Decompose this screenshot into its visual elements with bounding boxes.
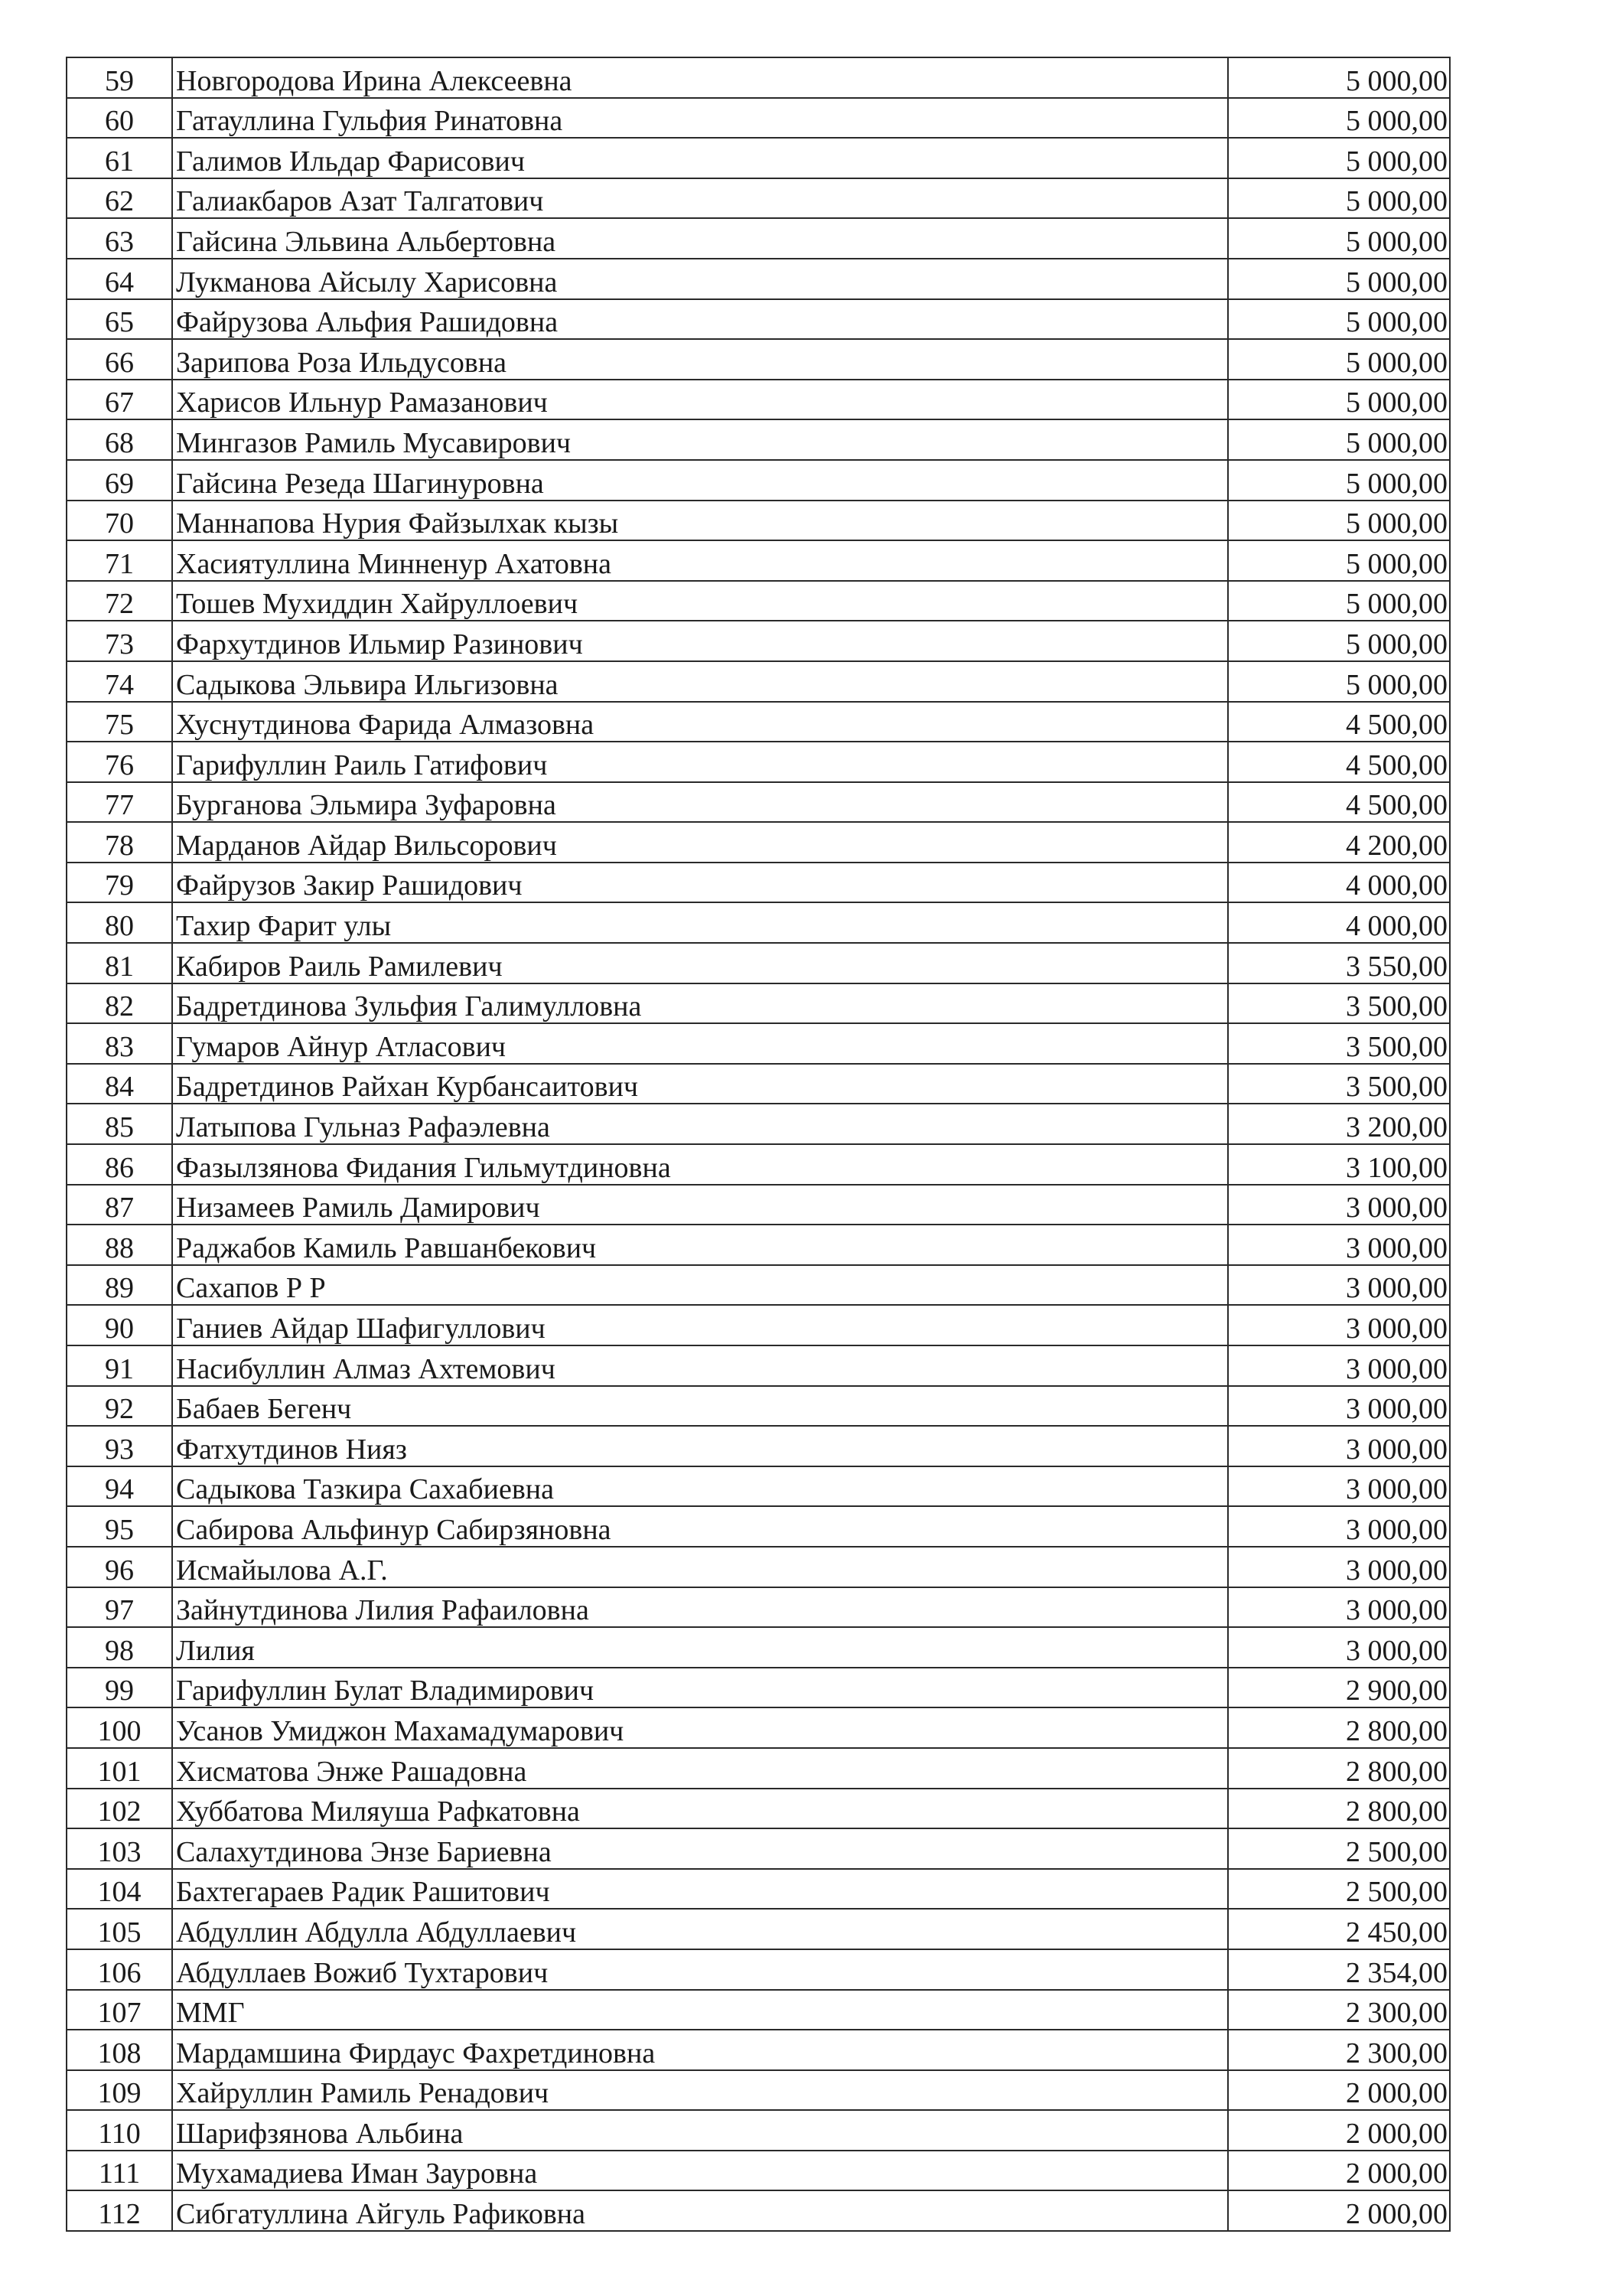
row-number: 81 <box>67 943 172 983</box>
donation-amount: 2 354,00 <box>1228 1949 1450 1990</box>
donation-amount: 3 000,00 <box>1228 1265 1450 1306</box>
table-row <box>67 902 1450 943</box>
row-number: 102 <box>67 1789 172 1829</box>
donor-name: Хасиятуллина Минненур Ахатовна <box>172 540 1228 581</box>
row-number: 89 <box>67 1265 172 1306</box>
donor-name: Насибуллин Алмаз Ахтемович <box>172 1345 1228 1386</box>
row-number: 83 <box>67 1023 172 1064</box>
donation-amount: 2 000,00 <box>1228 2070 1450 2111</box>
donation-amount: 2 500,00 <box>1228 1869 1450 1910</box>
donation-amount: 3 000,00 <box>1228 1345 1450 1386</box>
row-number: 67 <box>67 380 172 420</box>
donation-amount: 2 800,00 <box>1228 1748 1450 1789</box>
donation-amount: 5 000,00 <box>1228 540 1450 581</box>
donor-name: Латыпова Гульназ Рафаэлевна <box>172 1104 1228 1144</box>
table-row <box>67 259 1450 299</box>
donation-amount: 3 000,00 <box>1228 1305 1450 1345</box>
table-row <box>67 1587 1450 1628</box>
donor-name: Гумаров Айнур Атласович <box>172 1023 1228 1064</box>
table-row <box>67 1707 1450 1748</box>
donor-name: Лукманова Айсылу Харисовна <box>172 259 1228 299</box>
table-row <box>67 2190 1450 2231</box>
row-number: 97 <box>67 1587 172 1628</box>
donation-amount: 5 000,00 <box>1228 259 1450 299</box>
donor-table-body <box>67 57 1450 2231</box>
donor-name: Зарипова Роза Ильдусовна <box>172 339 1228 380</box>
donor-name: Бадретдинов Райхан Курбансаитович <box>172 1064 1228 1104</box>
donor-name: Галимов Ильдар Фарисович <box>172 138 1228 178</box>
table-row <box>67 1305 1450 1345</box>
row-number: 95 <box>67 1506 172 1547</box>
table-row <box>67 2070 1450 2111</box>
donor-name: Хуббатова Миляуша Рафкатовна <box>172 1789 1228 1829</box>
donor-name: Бабаев Бегенч <box>172 1386 1228 1427</box>
donor-name: Шарифзянова Альбина <box>172 2110 1228 2151</box>
row-number: 78 <box>67 822 172 863</box>
table-row <box>67 661 1450 702</box>
donor-name: Салахутдинова Энзе Бариевна <box>172 1828 1228 1869</box>
donor-name: Лилия <box>172 1627 1228 1668</box>
table-row <box>67 2110 1450 2151</box>
row-number: 106 <box>67 1949 172 1990</box>
table-row <box>67 1225 1450 1265</box>
row-number: 79 <box>67 863 172 903</box>
table-row <box>67 1789 1450 1829</box>
table-row <box>67 621 1450 661</box>
row-number: 80 <box>67 902 172 943</box>
donation-amount: 5 000,00 <box>1228 419 1450 460</box>
donation-amount: 3 000,00 <box>1228 1547 1450 1587</box>
table-row <box>67 1506 1450 1547</box>
donation-amount: 2 500,00 <box>1228 1828 1450 1869</box>
donation-amount: 5 000,00 <box>1228 138 1450 178</box>
donation-amount: 4 200,00 <box>1228 822 1450 863</box>
table-row <box>67 943 1450 983</box>
table-row <box>67 1949 1450 1990</box>
donation-amount: 2 800,00 <box>1228 1707 1450 1748</box>
row-number: 76 <box>67 742 172 782</box>
row-number: 72 <box>67 581 172 621</box>
donor-name: Гайсина Эльвина Альбертовна <box>172 218 1228 259</box>
table-row <box>67 1185 1450 1225</box>
donor-name: Мингазов Рамиль Мусавирович <box>172 419 1228 460</box>
table-row <box>67 742 1450 782</box>
donation-amount: 2 900,00 <box>1228 1668 1450 1708</box>
table-row <box>67 138 1450 178</box>
row-number: 112 <box>67 2190 172 2231</box>
table-row <box>67 702 1450 742</box>
donation-amount: 4 500,00 <box>1228 742 1450 782</box>
table-row <box>67 1869 1450 1910</box>
donor-name: Маннапова Нурия Файзылхак кызы <box>172 501 1228 541</box>
donation-amount: 3 000,00 <box>1228 1386 1450 1427</box>
table-row <box>67 1990 1450 2030</box>
row-number: 99 <box>67 1668 172 1708</box>
table-row <box>67 1466 1450 1507</box>
donation-amount: 2 450,00 <box>1228 1909 1450 1949</box>
table-row <box>67 1104 1450 1144</box>
donor-table <box>66 57 1451 2232</box>
donation-amount: 5 000,00 <box>1228 57 1450 98</box>
row-number: 96 <box>67 1547 172 1587</box>
donation-amount: 3 500,00 <box>1228 1023 1450 1064</box>
donation-amount: 3 100,00 <box>1228 1144 1450 1185</box>
donor-name: Тошев Мухиддин Хайруллоевич <box>172 581 1228 621</box>
table-row <box>67 178 1450 219</box>
donation-amount: 3 000,00 <box>1228 1506 1450 1547</box>
row-number: 91 <box>67 1345 172 1386</box>
donor-name: Сабирова Альфинур Сабирзяновна <box>172 1506 1228 1547</box>
donor-name: Галиакбаров Азат Талгатович <box>172 178 1228 219</box>
row-number: 65 <box>67 299 172 340</box>
table-row <box>67 1144 1450 1185</box>
table-row <box>67 1547 1450 1587</box>
donor-name: Гарифуллин Раиль Гатифович <box>172 742 1228 782</box>
donor-name: Тахир Фарит улы <box>172 902 1228 943</box>
row-number: 94 <box>67 1466 172 1507</box>
table-row <box>67 1386 1450 1427</box>
donation-amount: 2 300,00 <box>1228 2030 1450 2070</box>
donor-name: Раджабов Камиль Равшанбекович <box>172 1225 1228 1265</box>
row-number: 111 <box>67 2151 172 2191</box>
donation-amount: 3 500,00 <box>1228 983 1450 1024</box>
donation-amount: 3 000,00 <box>1228 1225 1450 1265</box>
table-row <box>67 2030 1450 2070</box>
donor-name: Хуснутдинова Фарида Алмазовна <box>172 702 1228 742</box>
donor-name: Садыкова Тазкира Сахабиевна <box>172 1466 1228 1507</box>
donation-amount: 3 000,00 <box>1228 1587 1450 1628</box>
donor-name: Кабиров Раиль Рамилевич <box>172 943 1228 983</box>
donation-amount: 4 500,00 <box>1228 702 1450 742</box>
table-row <box>67 983 1450 1024</box>
row-number: 109 <box>67 2070 172 2111</box>
table-row <box>67 460 1450 501</box>
donor-name: Гатауллина Гульфия Ринатовна <box>172 98 1228 139</box>
donation-amount: 5 000,00 <box>1228 581 1450 621</box>
donation-amount: 5 000,00 <box>1228 98 1450 139</box>
row-number: 73 <box>67 621 172 661</box>
row-number: 66 <box>67 339 172 380</box>
table-row <box>67 501 1450 541</box>
donor-name: Зайнутдинова Лилия Рафаиловна <box>172 1587 1228 1628</box>
donation-amount: 5 000,00 <box>1228 661 1450 702</box>
donor-name: Бадретдинова Зульфия Галимулловна <box>172 983 1228 1024</box>
table-row <box>67 782 1450 823</box>
donation-amount: 5 000,00 <box>1228 501 1450 541</box>
row-number: 108 <box>67 2030 172 2070</box>
donor-name: Мухамадиева Иман Зауровна <box>172 2151 1228 2191</box>
table-row <box>67 581 1450 621</box>
donation-amount: 5 000,00 <box>1228 299 1450 340</box>
table-row <box>67 863 1450 903</box>
table-row <box>67 822 1450 863</box>
donor-name: Фатхутдинов Нияз <box>172 1426 1228 1466</box>
row-number: 92 <box>67 1386 172 1427</box>
donor-name: Бахтегараев Радик Рашитович <box>172 1869 1228 1910</box>
row-number: 86 <box>67 1144 172 1185</box>
table-row <box>67 419 1450 460</box>
donation-amount: 4 000,00 <box>1228 902 1450 943</box>
row-number: 84 <box>67 1064 172 1104</box>
table-row <box>67 1426 1450 1466</box>
donation-amount: 2 800,00 <box>1228 1789 1450 1829</box>
row-number: 93 <box>67 1426 172 1466</box>
table-row <box>67 57 1450 98</box>
row-number: 71 <box>67 540 172 581</box>
row-number: 62 <box>67 178 172 219</box>
table-row <box>67 1345 1450 1386</box>
donor-name: Марданов Айдар Вильсорович <box>172 822 1228 863</box>
donor-name: Усанов Умиджон Махамадумарович <box>172 1707 1228 1748</box>
row-number: 77 <box>67 782 172 823</box>
donation-amount: 4 000,00 <box>1228 863 1450 903</box>
row-number: 101 <box>67 1748 172 1789</box>
donor-name: Ганиев Айдар Шафигуллович <box>172 1305 1228 1345</box>
donor-name: Файрузова Альфия Рашидовна <box>172 299 1228 340</box>
row-number: 87 <box>67 1185 172 1225</box>
row-number: 82 <box>67 983 172 1024</box>
donation-amount: 2 000,00 <box>1228 2190 1450 2231</box>
row-number: 69 <box>67 460 172 501</box>
table-row <box>67 1828 1450 1869</box>
row-number: 104 <box>67 1869 172 1910</box>
donor-name: Сахапов Р Р <box>172 1265 1228 1306</box>
donation-amount: 3 500,00 <box>1228 1064 1450 1104</box>
row-number: 90 <box>67 1305 172 1345</box>
table-row <box>67 1627 1450 1668</box>
donor-name: Бурганова Эльмира Зуфаровна <box>172 782 1228 823</box>
donation-amount: 5 000,00 <box>1228 621 1450 661</box>
row-number: 103 <box>67 1828 172 1869</box>
donation-amount: 3 200,00 <box>1228 1104 1450 1144</box>
donor-name: Гайсина Резеда Шагинуровна <box>172 460 1228 501</box>
donation-amount: 3 550,00 <box>1228 943 1450 983</box>
donor-name: Файрузов Закир Рашидович <box>172 863 1228 903</box>
donor-name: Исмайылова А.Г. <box>172 1547 1228 1587</box>
donor-name: Новгородова Ирина Алексеевна <box>172 57 1228 98</box>
row-number: 68 <box>67 419 172 460</box>
row-number: 88 <box>67 1225 172 1265</box>
donation-amount: 3 000,00 <box>1228 1627 1450 1668</box>
donor-name: Гарифуллин Булат Владимирович <box>172 1668 1228 1708</box>
donation-amount: 4 500,00 <box>1228 782 1450 823</box>
donor-name: Хисматова Энже Рашадовна <box>172 1748 1228 1789</box>
donor-name: ММГ <box>172 1990 1228 2030</box>
donation-amount: 5 000,00 <box>1228 460 1450 501</box>
table-row <box>67 1668 1450 1708</box>
row-number: 98 <box>67 1627 172 1668</box>
table-row <box>67 1265 1450 1306</box>
donation-amount: 2 300,00 <box>1228 1990 1450 2030</box>
table-row <box>67 380 1450 420</box>
row-number: 74 <box>67 661 172 702</box>
donation-amount: 2 000,00 <box>1228 2151 1450 2191</box>
donor-name: Фархутдинов Ильмир Разинович <box>172 621 1228 661</box>
table-row <box>67 1064 1450 1104</box>
donation-amount: 3 000,00 <box>1228 1185 1450 1225</box>
donor-name: Абдуллаев Вожиб Тухтарович <box>172 1949 1228 1990</box>
table-row <box>67 218 1450 259</box>
row-number: 70 <box>67 501 172 541</box>
table-row <box>67 2151 1450 2191</box>
donation-amount: 5 000,00 <box>1228 380 1450 420</box>
donor-name: Сибгатуллина Айгуль Рафиковна <box>172 2190 1228 2231</box>
row-number: 60 <box>67 98 172 139</box>
donor-name: Садыкова Эльвира Ильгизовна <box>172 661 1228 702</box>
donor-name: Мардамшина Фирдаус Фахретдиновна <box>172 2030 1228 2070</box>
table-row <box>67 98 1450 139</box>
donation-amount: 2 000,00 <box>1228 2110 1450 2151</box>
donation-amount: 5 000,00 <box>1228 339 1450 380</box>
row-number: 64 <box>67 259 172 299</box>
table-row <box>67 1909 1450 1949</box>
row-number: 61 <box>67 138 172 178</box>
donation-amount: 5 000,00 <box>1228 178 1450 219</box>
donor-name: Абдуллин Абдулла Абдуллаевич <box>172 1909 1228 1949</box>
table-row <box>67 339 1450 380</box>
row-number: 63 <box>67 218 172 259</box>
table-row <box>67 1023 1450 1064</box>
row-number: 100 <box>67 1707 172 1748</box>
row-number: 85 <box>67 1104 172 1144</box>
table-row <box>67 299 1450 340</box>
donor-name: Харисов Ильнур Рамазанович <box>172 380 1228 420</box>
donor-name: Фазылзянова Фидания Гильмутдиновна <box>172 1144 1228 1185</box>
donation-amount: 3 000,00 <box>1228 1426 1450 1466</box>
donation-amount: 3 000,00 <box>1228 1466 1450 1507</box>
donor-name: Хайруллин Рамиль Ренадович <box>172 2070 1228 2111</box>
row-number: 75 <box>67 702 172 742</box>
table-row <box>67 1748 1450 1789</box>
donor-name: Низамеев Рамиль Дамирович <box>172 1185 1228 1225</box>
row-number: 105 <box>67 1909 172 1949</box>
donation-amount: 5 000,00 <box>1228 218 1450 259</box>
row-number: 110 <box>67 2110 172 2151</box>
table-row <box>67 540 1450 581</box>
row-number: 59 <box>67 57 172 98</box>
row-number: 107 <box>67 1990 172 2030</box>
